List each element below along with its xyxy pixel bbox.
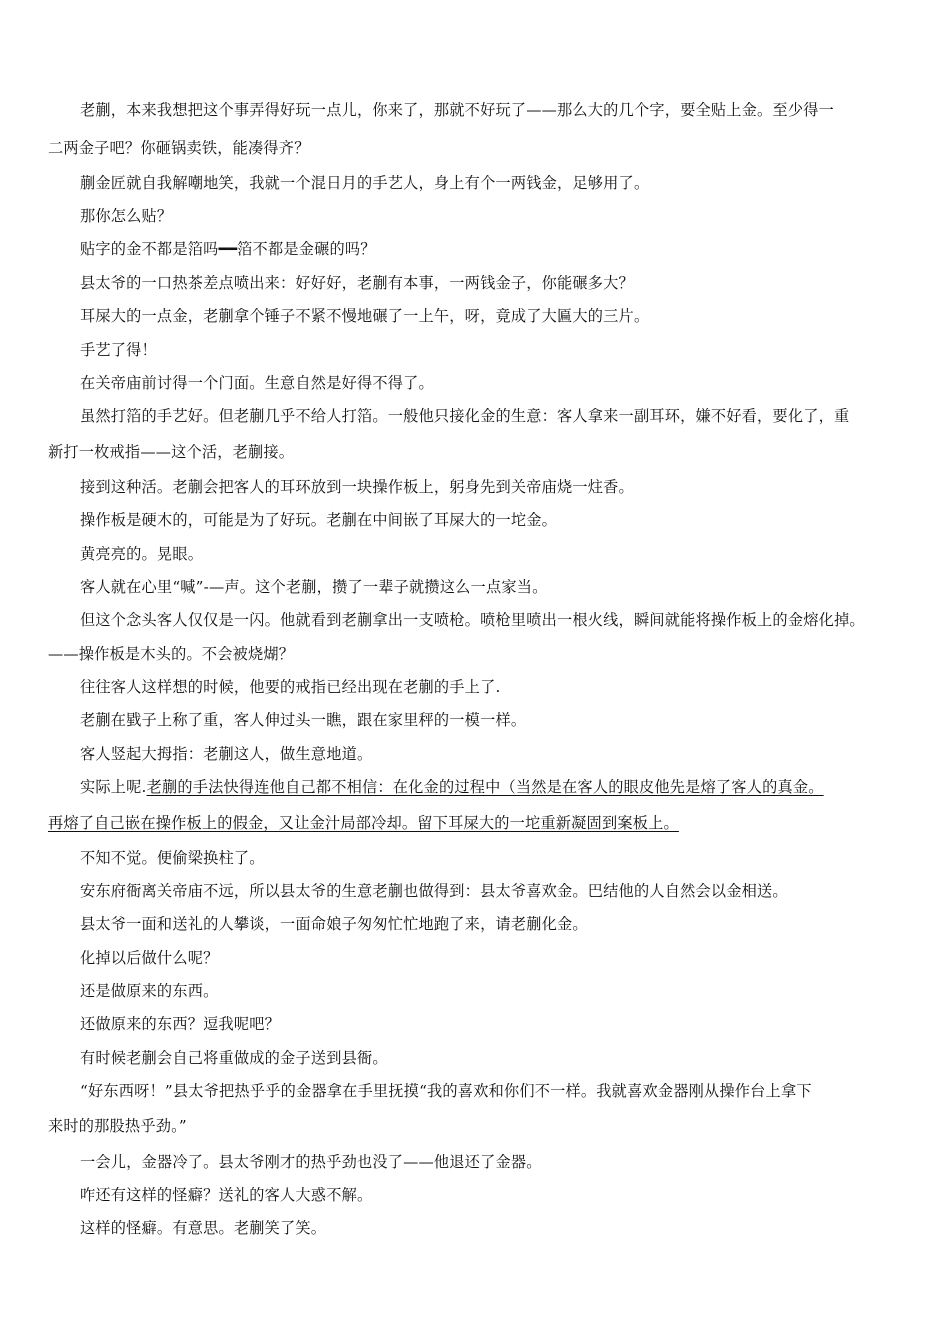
paragraph-line: 县太爷的一口热茶差点喷出来：好好好，老蒯有本事，一两钱金子，你能碾多大？ (80, 274, 634, 292)
paragraph-line: 蒯金匠就自我解嘲地笑，我就一个混日月的手艺人，身上有个一两钱金，足够用了。 (80, 174, 650, 192)
paragraph-line: ——操作板是木头的。不会被烧煳？ (48, 645, 295, 663)
paragraph-line: 化掉以后做什么呢？ (80, 949, 219, 967)
paragraph-line: 贴字的金不都是箔吗━━箔不都是金碾的吗？ (80, 240, 376, 258)
paragraph-line: 还是做原来的东西。 (80, 982, 219, 1000)
paragraph-line: 一会儿，金器冷了。县太爷刚才的热乎劲也没了——他退还了金器。 (80, 1153, 542, 1171)
paragraph-line: 客人竖起大拇指：老蒯这人，做生意地道。 (80, 745, 373, 763)
paragraph-line: 在关帝庙前讨得一个门面。生意自然是好得不得了。 (80, 374, 434, 392)
paragraph-line: 咋还有这样的怪癖？送礼的客人大惑不解。 (80, 1186, 373, 1204)
paragraph-line: 操作板是硬木的，可能是为了好玩。老蒯在中间嵌了耳屎大的一坨金。 (80, 511, 558, 529)
underlined-text: 再熔了自己嵌在操作板上的假金，又让金汁局部冷却。留下耳屎大的一坨重新凝固到案板上。 (48, 814, 679, 832)
paragraph-line: 有时候老蒯会自己将重做成的金子送到县衙。 (80, 1049, 388, 1067)
paragraph-line: 老蒯，本来我想把这个事弄得好玩一点儿，你来了，那就不好玩了——那么大的几个字，要全贴上金。至少得一 (80, 101, 834, 119)
paragraph-line: 县太爷一面和送礼的人攀谈，一面命娘子匆匆忙忙地跑了来，请老蒯化金。 (80, 915, 588, 933)
paragraph-line: 那你怎么贴？ (80, 207, 173, 225)
paragraph-line: 耳屎大的一点金，老蒯拿个锤子不紧不慢地碾了一上午，呀，竟成了大匾大的三片。 (80, 307, 650, 325)
paragraph-line: 黄亮亮的。晃眼。 (80, 545, 204, 563)
paragraph-line: 客人就在心里“喊”-—声。这个老蒯，攒了一辈子就攒这么一点家当。 (80, 578, 548, 596)
underlined-text: 老蒯的手法快得连他自己都不相信：在化金的过程中（当然是在客人的眼皮他先是熔了客人的真金。 (146, 778, 824, 796)
paragraph-line: 手艺了得！ (80, 341, 157, 359)
paragraph-line: 安东府衙离关帝庙不远，所以县太爷的生意老蒯也做得到：县太爷喜欢金。巴结他的人自然会以金相送。 (80, 882, 788, 900)
paragraph-line: 二两金子吧？你砸锅卖铁，能凑得齐？ (48, 139, 310, 157)
paragraph-line: 但这个念头客人仅仅是一闪。他就看到老蒯拿出一支喷枪。喷枪里喷出一根火线，瞬间就能将操作板上的金熔化掉。 (80, 611, 865, 629)
paragraph-line (80, 777, 824, 797)
paragraph-line: 不知不觉。便偷梁换柱了。 (80, 849, 265, 867)
paragraph-line: 往往客人这样想的时候，他要的戒指已经出现在老蒯的手上了. (80, 678, 501, 696)
paragraph-line: 还做原来的东西？逗我呢吧？ (80, 1015, 281, 1033)
paragraph-line: 新打一枚戒指——这个活，老蒯接。 (48, 443, 295, 461)
paragraph-line: 来时的那股热乎劲。” (48, 1117, 187, 1135)
paragraph-line: “好东西呀！”县太爷把热乎乎的金器拿在手里抚摸“我的喜欢和你们不一样。我就喜欢金器刚从操作台上拿下 (80, 1082, 812, 1100)
paragraph-line: 这样的怪癖。有意思。老蒯笑了笑。 (80, 1219, 327, 1237)
paragraph-line: 老蒯在戥子上称了重，客人伸过头一瞧，跟在家里秤的一模一样。 (80, 711, 527, 729)
paragraph-line-lead: 实际上呢. (80, 778, 147, 796)
paragraph-line: 接到这种活。老蒯会把客人的耳环放到一块操作板上，躬身先到关帝庙烧一炷香。 (80, 478, 634, 496)
paragraph-line: 虽然打箔的手艺好。但老蒯几乎不给人打箔。一般他只接化金的生意：客人拿来一副耳环，嫌不好看，要化了，重 (80, 407, 850, 425)
